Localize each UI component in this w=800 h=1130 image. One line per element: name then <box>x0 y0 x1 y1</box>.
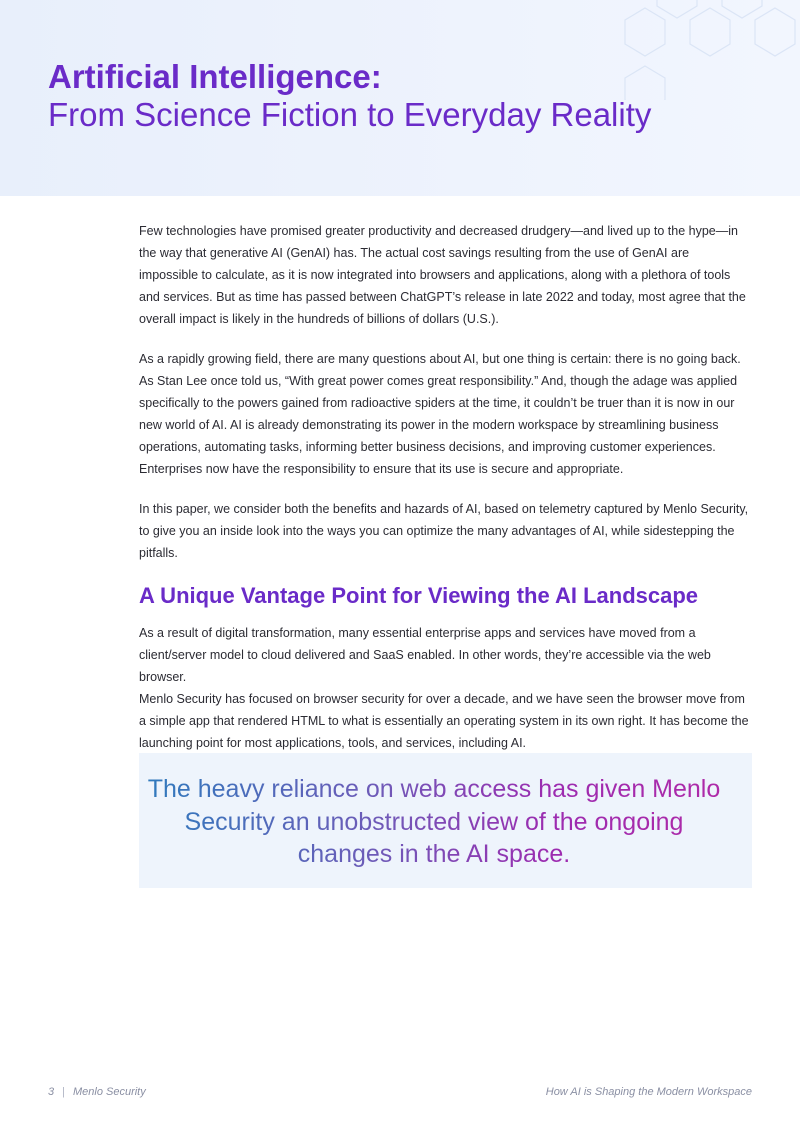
section-heading: A Unique Vantage Point for Viewing the AI Landscape <box>139 583 699 608</box>
page-title: Artificial Intelligence: <box>48 58 382 95</box>
section-paragraph: Menlo Security has focused on browser security for over a decade, and we have seen the browser move from a simple app that rendered HTML to what is essentially an operating system in its own right. It has become the launching point for most applications, tools, and services, including AI. <box>139 692 749 750</box>
page-subtitle: From Science Fiction to Everyday Reality <box>48 96 652 133</box>
body-paragraph: In this paper, we consider both the benefits and hazards of AI, based on telemetry captured by Menlo Security, to give you an inside look into the ways you can optimize the many advantages of AI, while sidestepping the pitfalls. <box>139 502 749 560</box>
pull-quote-box <box>139 753 752 888</box>
main-content <box>139 220 751 754</box>
page-number: 3 <box>48 1086 55 1098</box>
footer-separator: | <box>62 1086 65 1098</box>
footer-company: Menlo Security <box>72 1086 146 1098</box>
body-paragraph: As a rapidly growing field, there are many questions about AI, but one thing is certain: there is no going back. As Stan Lee once told us, “With great power comes great responsibility.” And, though the adage was applied specifically to the powers gained from radioactive spiders at the time, it couldn’t be truer than it is now in our new world of AI. AI is already demonstrating its power in the modern workspace by streamlining business operations, automating tasks, informing better business decisions, and improving customer experiences. Enterprises now have the responsibility to ensure that its use is secure and appropriate. <box>139 352 741 476</box>
page-header-banner <box>0 0 800 196</box>
section-paragraph: As a result of digital transformation, many essential enterprise apps and services have moved from a client/server model to cloud delivered and SaaS enabled. In other words, they’re accessible via the web browser. <box>139 626 711 684</box>
body-paragraph: Few technologies have promised greater productivity and decreased drudgery—and lived up to the hype—in the way that generative AI (GenAI) has. The actual cost savings resulting from the use of GenAI are impossible to calculate, as it is now integrated into browsers and applications, along with a plethora of tools and services. But as time has passed between ChatGPT’s release in late 2022 and today, most agree that the overall impact is likely in the hundreds of billions of dollars (U.S.). <box>139 224 746 326</box>
hexagon-pattern-icon <box>600 0 800 100</box>
footer-document-title: How AI is Shaping the Modern Workspace <box>545 1086 752 1098</box>
footer-left <box>48 1086 146 1098</box>
pull-quote: The heavy reliance on web access has given Menlo Security an unobstructed view of the ongoing changes in the AI space. <box>139 773 729 871</box>
